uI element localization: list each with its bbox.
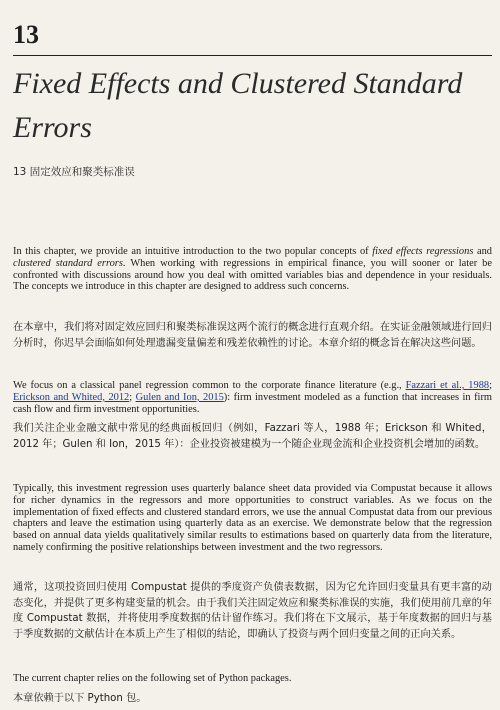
text-run: and — [473, 246, 492, 257]
text-run: We focus on a classical panel regression common to the corporate finance literature (e.g., — [13, 380, 406, 391]
text-run: . When working with regressions in empirical finance, you will sooner or later be confronted with discussions around how you deal with omitted variables bias and dependence in your residuals. The concepts we introduce in this chapter are designed to address such concerns. — [13, 257, 492, 293]
paragraph-intro-en — [13, 246, 492, 293]
document-page — [13, 0, 492, 710]
paragraph-packages-en: The current chapter relies on the following set of Python packages. — [13, 673, 292, 684]
chapter-subtitle-zh: 13 固定效应和聚类标准误 — [13, 166, 135, 178]
citation-link-erickson[interactable]: Erickson and Whited, 2012 — [13, 391, 130, 403]
emphasis-fixed-effects: fixed effects regressions — [372, 246, 474, 257]
paragraph-intro-zh: 在本章中，我们将对固定效应回归和聚类标准误这两个流行的概念进行直观介绍。在实证金融领域进行回归分析时，你迟早会面临如何处理遗漏变量偏差和残差依赖性的讨论。本章介绍的概念旨在解决这些问题。 — [13, 322, 492, 349]
text-run: In this chapter, we provide an intuitive introduction to the two popular concepts of — [13, 246, 373, 257]
chapter-number: 13 — [13, 20, 39, 49]
emphasis-clustered-se: clustered standard errors — [13, 257, 123, 269]
text-run: ; — [489, 380, 492, 391]
paragraph-compustat-en: Typically, this investment regression uses quarterly balance sheet data provided via Compustat because it allows for richer dynamics in the regressors and more opportunities to construct variables. As we focus on the implementation of fixed effects and clustered standard errors, we use the annual Compustat data from our previous chapters and leave the estimation using quarterly data as an exercise. We demonstrate below that the regression based on annual data yields qualitatively similar results to estimations based on quarterly data from the literature, namely confirming the positive relationships between investment and the two regressors. — [13, 483, 492, 553]
paragraph-compustat-zh: 通常，这项投资回归使用 Compustat 提供的季度资产负债表数据，因为它允许回归变量具有更丰富的动态变化，并提供了更多构建变量的机会。由于我们关注固定效应和聚类标准误的实施，我们使用前几章的年度 Compustat 数据，并将使用季度数据的估计留作练习。我们将在下文展示，基于年度数据的回归与基于季度数据的文献估计在本质上产生了相似的结论，即确认了投资与两个回归变量之间的正向关系。 — [13, 582, 492, 640]
paragraph-packages-zh: 本章依赖于以下 Python 包。 — [13, 693, 147, 704]
chapter-divider — [13, 55, 492, 56]
paragraph-panel-zh: 我们关注企业金融文献中常见的经典面板回归（例如，Fazzari 等人，1988 年；Erickson 和 Whited，2012 年；Gulen 和 Ion，2015 年）：企业投资被建模为一个随企业现金流和企业投资机会增加的函数。 — [13, 423, 492, 450]
citation-link-gulen[interactable]: Gulen and Ion, 2015 — [135, 391, 224, 403]
citation-link-fazzari[interactable]: Fazzari et al., 1988 — [405, 380, 490, 391]
text-run: ; — [129, 391, 136, 403]
paragraph-panel-en — [13, 380, 492, 415]
text-run: ): firm investment modeled as a function that increases in firm cash flow and firm investment opportunities. — [13, 391, 492, 415]
chapter-title: Fixed Effects and Clustered Standard Errors — [13, 67, 463, 144]
